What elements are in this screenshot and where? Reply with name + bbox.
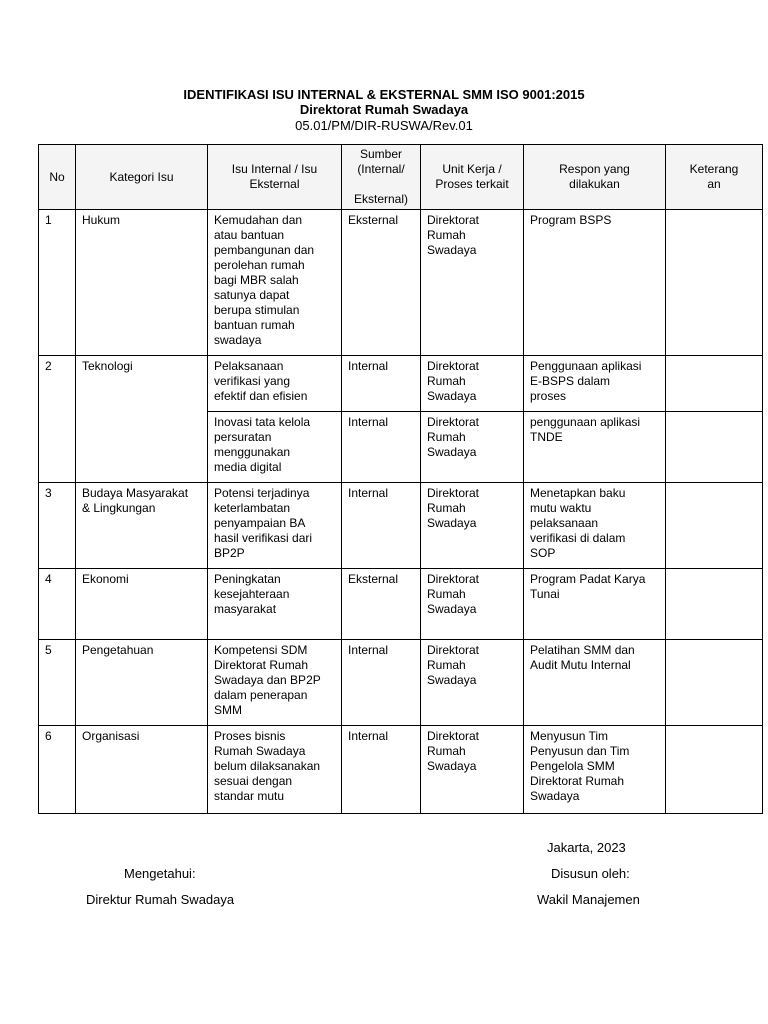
cell-isu: Peningkatan kesejahteraan masyarakat [208, 569, 342, 640]
cell-respon: Menetapkan baku mutu waktu pelaksanaan verifikasi di dalam SOP [524, 483, 666, 569]
cell-unit: Direktorat Rumah Swadaya [421, 640, 524, 726]
cell-respon: Program BSPS [524, 210, 666, 356]
cell-no: 3 [39, 483, 76, 569]
table-row [39, 483, 763, 569]
table-row [39, 356, 763, 412]
cell-sumber: Internal [342, 726, 421, 814]
cell-isu: Pelaksanaan verifikasi yang efektif dan efisien [208, 356, 342, 412]
column-header-keterangan: Keterang an [666, 145, 763, 210]
cell-sumber: Internal [342, 412, 421, 483]
cell-unit: Direktorat Rumah Swadaya [421, 356, 524, 412]
cell-sumber: Internal [342, 483, 421, 569]
document-subtitle: Direktorat Rumah Swadaya [299, 102, 469, 117]
cell-kategori: Hukum [76, 210, 208, 356]
signature-right-label: Disusun oleh: [551, 866, 630, 881]
cell-kategori: Budaya Masyarakat & Lingkungan [76, 483, 208, 569]
cell-kategori: Organisasi [76, 726, 208, 814]
column-header-respon: Respon yang dilakukan [524, 145, 666, 210]
cell-kategori: Ekonomi [76, 569, 208, 640]
cell-respon: Program Padat Karya Tunai [524, 569, 666, 640]
cell-keterangan [666, 569, 763, 640]
cell-sumber: Internal [342, 640, 421, 726]
document-title: IDENTIFIKASI ISU INTERNAL & EKSTERNAL SMM ISO 9001:2015 [183, 87, 585, 102]
cell-kategori: Teknologi [76, 356, 208, 483]
signature-place-date: Jakarta, 2023 [547, 840, 626, 855]
column-header-unit: Unit Kerja / Proses terkait [421, 145, 524, 210]
cell-sumber: Eksternal [342, 569, 421, 640]
table-row [39, 569, 763, 640]
document-code: 05.01/PM/DIR-RUSWA/Rev.01 [295, 118, 473, 133]
cell-respon: penggunaan aplikasi TNDE [524, 412, 666, 483]
cell-isu: Proses bisnis Rumah Swadaya belum dilaksanakan sesuai dengan standar mutu [208, 726, 342, 814]
cell-no: 2 [39, 356, 76, 483]
cell-unit: Direktorat Rumah Swadaya [421, 412, 524, 483]
signature-left-role: Direktur Rumah Swadaya [86, 892, 235, 907]
column-header-isu: Isu Internal / Isu Eksternal [208, 145, 342, 210]
cell-unit: Direktorat Rumah Swadaya [421, 210, 524, 356]
cell-keterangan [666, 356, 763, 412]
cell-isu: Inovasi tata kelola persuratan menggunakan media digital [208, 412, 342, 483]
cell-no: 5 [39, 640, 76, 726]
cell-respon: Pelatihan SMM dan Audit Mutu Internal [524, 640, 666, 726]
cell-kategori: Pengetahuan [76, 640, 208, 726]
cell-keterangan [666, 726, 763, 814]
cell-no: 4 [39, 569, 76, 640]
cell-keterangan [666, 640, 763, 726]
cell-no: 6 [39, 726, 76, 814]
cell-no: 1 [39, 210, 76, 356]
issue-table [38, 144, 763, 814]
table-row [39, 210, 763, 356]
table-row [39, 726, 763, 814]
table-row [39, 640, 763, 726]
cell-keterangan [666, 483, 763, 569]
cell-isu: Potensi terjadinya keterlambatan penyampaian BA hasil verifikasi dari BP2P [208, 483, 342, 569]
column-header-kategori: Kategori Isu [76, 145, 208, 210]
cell-unit: Direktorat Rumah Swadaya [421, 483, 524, 569]
cell-unit: Direktorat Rumah Swadaya [421, 726, 524, 814]
cell-sumber: Internal [342, 356, 421, 412]
cell-respon: Penggunaan aplikasi E-BSPS dalam proses [524, 356, 666, 412]
signature-left-label: Mengetahui: [124, 866, 196, 881]
cell-keterangan [666, 412, 763, 483]
cell-sumber: Eksternal [342, 210, 421, 356]
cell-isu: Kemudahan dan atau bantuan pembangunan dan perolehan rumah bagi MBR salah satunya dapat berupa stimulan bantuan rumah swadaya [208, 210, 342, 356]
cell-respon: Menyusun Tim Penyusun dan Tim Pengelola SMM Direktorat Rumah Swadaya [524, 726, 666, 814]
column-header-no: No [39, 145, 76, 210]
cell-keterangan [666, 210, 763, 356]
signature-right-role: Wakil Manajemen [537, 892, 640, 907]
cell-isu: Kompetensi SDM Direktorat Rumah Swadaya dan BP2P dalam penerapan SMM [208, 640, 342, 726]
cell-unit: Direktorat Rumah Swadaya [421, 569, 524, 640]
table-header-row [39, 145, 763, 210]
column-header-sumber: Sumber (Internal/ Eksternal) [342, 145, 421, 210]
